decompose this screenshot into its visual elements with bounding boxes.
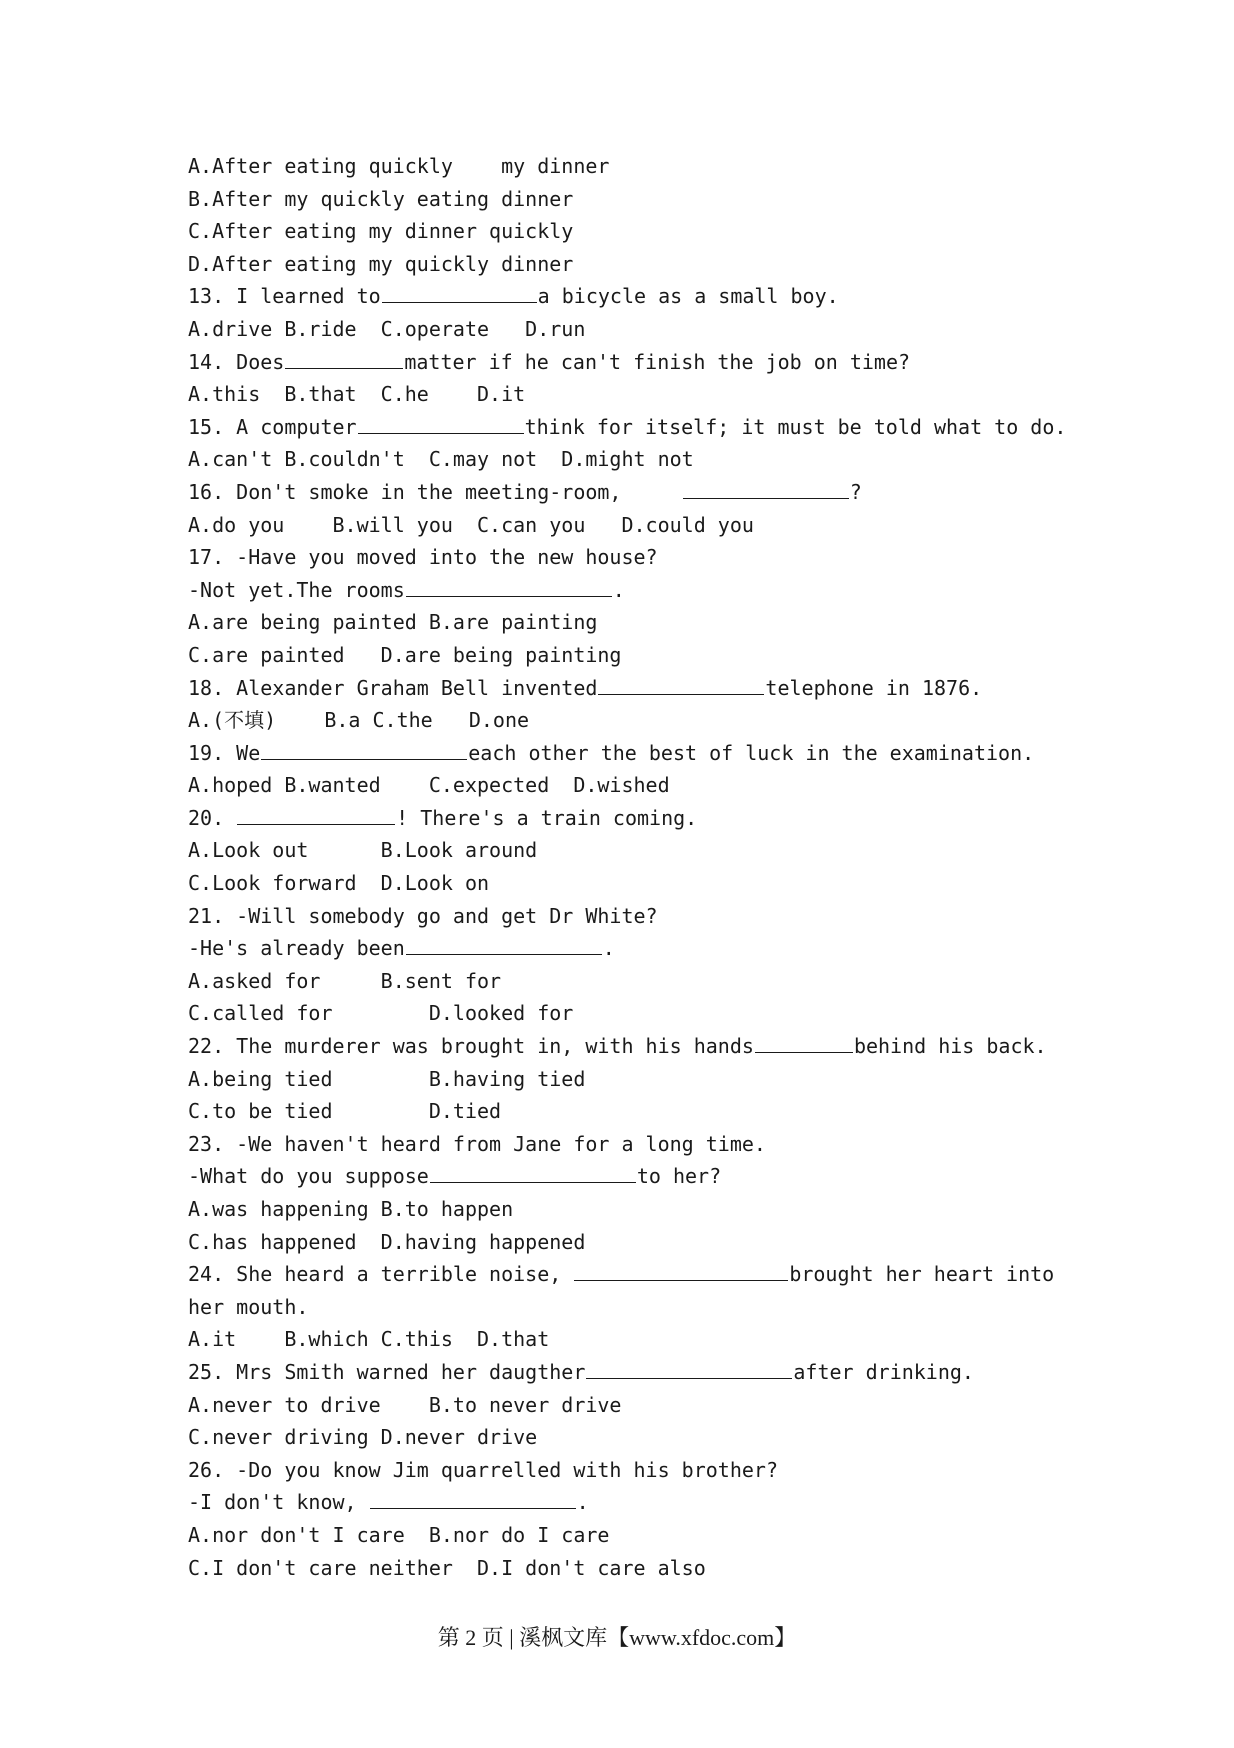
text-line xyxy=(188,606,1068,639)
text-line xyxy=(188,1389,1068,1422)
text-line xyxy=(188,1160,1068,1193)
answer-blank xyxy=(574,1258,788,1281)
text-line xyxy=(188,150,1068,183)
line-text-after-blank: think for itself; it must be told what to do. xyxy=(524,414,1067,439)
answer-blank xyxy=(430,1160,636,1183)
text-line xyxy=(188,1193,1068,1226)
line-text: -What do you suppose xyxy=(188,1164,429,1189)
line-text-after-blank: ! There's a train coming. xyxy=(396,805,698,830)
text-line xyxy=(188,248,1068,281)
line-text: A.Look out B.Look around xyxy=(188,838,538,863)
answer-blank xyxy=(683,476,849,499)
line-text: 23. -We haven't heard from Jane for a long time. xyxy=(188,1131,766,1156)
text-line xyxy=(188,965,1068,998)
text-line xyxy=(188,476,1068,509)
line-text-after-blank: behind his back. xyxy=(853,1034,1047,1059)
line-text-after-blank: telephone in 1876. xyxy=(765,675,983,700)
line-text: C.to be tied D.tied xyxy=(188,1099,502,1124)
answer-blank xyxy=(586,1356,792,1379)
line-text: A.this B.that C.he D.it xyxy=(188,382,526,407)
answer-blank xyxy=(285,346,403,369)
line-text: -He's already been xyxy=(188,936,405,961)
line-text: 13. I learned to xyxy=(188,284,381,309)
answer-blank xyxy=(370,1486,576,1509)
text-line xyxy=(188,1421,1068,1454)
answer-blank xyxy=(598,672,764,695)
text-line xyxy=(188,1226,1068,1259)
line-text-after-blank: to her? xyxy=(636,1164,722,1189)
question-content xyxy=(188,150,1068,1584)
line-text: A.being tied B.having tied xyxy=(188,1066,586,1091)
text-line xyxy=(188,1030,1068,1063)
line-text: A.can't B.couldn't C.may not D.might not xyxy=(188,447,694,472)
text-line xyxy=(188,1486,1068,1519)
line-text: 20. xyxy=(188,805,237,830)
line-text: A.it B.which C.this D.that xyxy=(188,1327,550,1352)
line-text: 14. Does xyxy=(188,349,285,374)
text-line xyxy=(188,1063,1068,1096)
text-line xyxy=(188,443,1068,476)
text-line xyxy=(188,1323,1068,1356)
text-line xyxy=(188,1519,1068,1552)
line-text: D.After eating my quickly dinner xyxy=(188,251,574,276)
text-line xyxy=(188,1258,1068,1291)
line-text: 21. -Will somebody go and get Dr White? xyxy=(188,903,658,928)
line-text: A.(不填) B.a C.the D.one xyxy=(188,708,530,733)
answer-blank xyxy=(237,802,395,825)
line-text: 15. A computer xyxy=(188,414,357,439)
line-text: A.After eating quickly my dinner xyxy=(188,154,610,178)
line-text: C.I don't care neither D.I don't care also xyxy=(188,1555,706,1580)
line-text: A.asked for B.sent for xyxy=(188,968,502,993)
line-text: C.has happened D.having happened xyxy=(188,1229,586,1254)
line-text: A.nor don't I care B.nor do I care xyxy=(188,1522,610,1547)
line-text: her mouth. xyxy=(188,1294,309,1319)
text-line xyxy=(188,802,1068,835)
line-text: C.never driving D.never drive xyxy=(188,1425,538,1450)
text-line xyxy=(188,215,1068,248)
text-line xyxy=(188,509,1068,542)
line-text: 25. Mrs Smith warned her daugther xyxy=(188,1359,586,1384)
line-text: -I don't know, xyxy=(188,1490,369,1515)
text-line xyxy=(188,1552,1068,1585)
text-line xyxy=(188,313,1068,346)
text-line xyxy=(188,639,1068,672)
text-line xyxy=(188,769,1068,802)
text-line xyxy=(188,672,1068,705)
line-text: 22. The murderer was brought in, with his hands xyxy=(188,1034,754,1059)
text-line xyxy=(188,1454,1068,1487)
text-line xyxy=(188,574,1068,607)
answer-blank xyxy=(406,932,602,955)
line-text: A.do you B.will you C.can you D.could you xyxy=(188,512,754,537)
line-text: C.are painted D.are being painting xyxy=(188,642,622,667)
text-line xyxy=(188,997,1068,1030)
line-text: A.hoped B.wanted C.expected D.wished xyxy=(188,773,670,798)
text-line xyxy=(188,1128,1068,1161)
line-text: A.never to drive B.to never drive xyxy=(188,1392,622,1417)
line-text-after-blank: after drinking. xyxy=(793,1359,974,1384)
line-text: A.drive B.ride C.operate D.run xyxy=(188,316,586,341)
answer-blank xyxy=(382,280,537,303)
text-line xyxy=(188,1356,1068,1389)
line-text-after-blank: a bicycle as a small boy. xyxy=(537,284,839,309)
line-text: 24. She heard a terrible noise, xyxy=(188,1262,574,1287)
line-text: C.Look forward D.Look on xyxy=(188,871,490,896)
line-text: 18. Alexander Graham Bell invented xyxy=(188,675,598,700)
line-text: B.After my quickly eating dinner xyxy=(188,186,574,211)
text-line xyxy=(188,346,1068,379)
line-text: -Not yet.The rooms xyxy=(188,577,405,602)
text-line xyxy=(188,1291,1068,1324)
text-line xyxy=(188,900,1068,933)
answer-blank xyxy=(261,737,467,760)
line-text: 26. -Do you know Jim quarrelled with his brother? xyxy=(188,1457,779,1482)
line-text-after-blank: brought her heart into xyxy=(789,1262,1055,1287)
text-line xyxy=(188,834,1068,867)
line-text-after-blank: matter if he can't finish the job on time? xyxy=(404,349,911,374)
line-text: A.was happening B.to happen xyxy=(188,1197,514,1221)
text-line xyxy=(188,378,1068,411)
line-text: 19. We xyxy=(188,740,261,765)
text-line xyxy=(188,1095,1068,1128)
line-text: 16. Don't smoke in the meeting-room, xyxy=(188,479,682,504)
text-line xyxy=(188,541,1068,574)
text-line xyxy=(188,183,1068,216)
text-line xyxy=(188,932,1068,965)
line-text-after-blank: . xyxy=(602,936,615,961)
text-line xyxy=(188,867,1068,900)
line-text: C.After eating my dinner quickly xyxy=(188,219,574,244)
page-footer: 第 2 页 | 溪枫文库【www.xfdoc.com】 xyxy=(437,1625,797,1650)
line-text: A.are being painted B.are painting xyxy=(188,610,598,635)
answer-blank xyxy=(358,411,524,434)
line-text-after-blank: . xyxy=(576,1490,589,1515)
text-line xyxy=(188,280,1068,313)
answer-blank xyxy=(406,574,612,597)
text-line xyxy=(188,704,1068,737)
line-text: C.called for D.looked for xyxy=(188,1001,574,1026)
line-text-after-blank: each other the best of luck in the examination. xyxy=(468,740,1035,765)
text-line xyxy=(188,737,1068,770)
text-line xyxy=(188,411,1068,444)
line-text-after-blank: ? xyxy=(849,479,862,504)
answer-blank xyxy=(755,1030,853,1053)
line-text-after-blank: . xyxy=(612,577,625,602)
line-text: 17. -Have you moved into the new house? xyxy=(188,545,658,570)
